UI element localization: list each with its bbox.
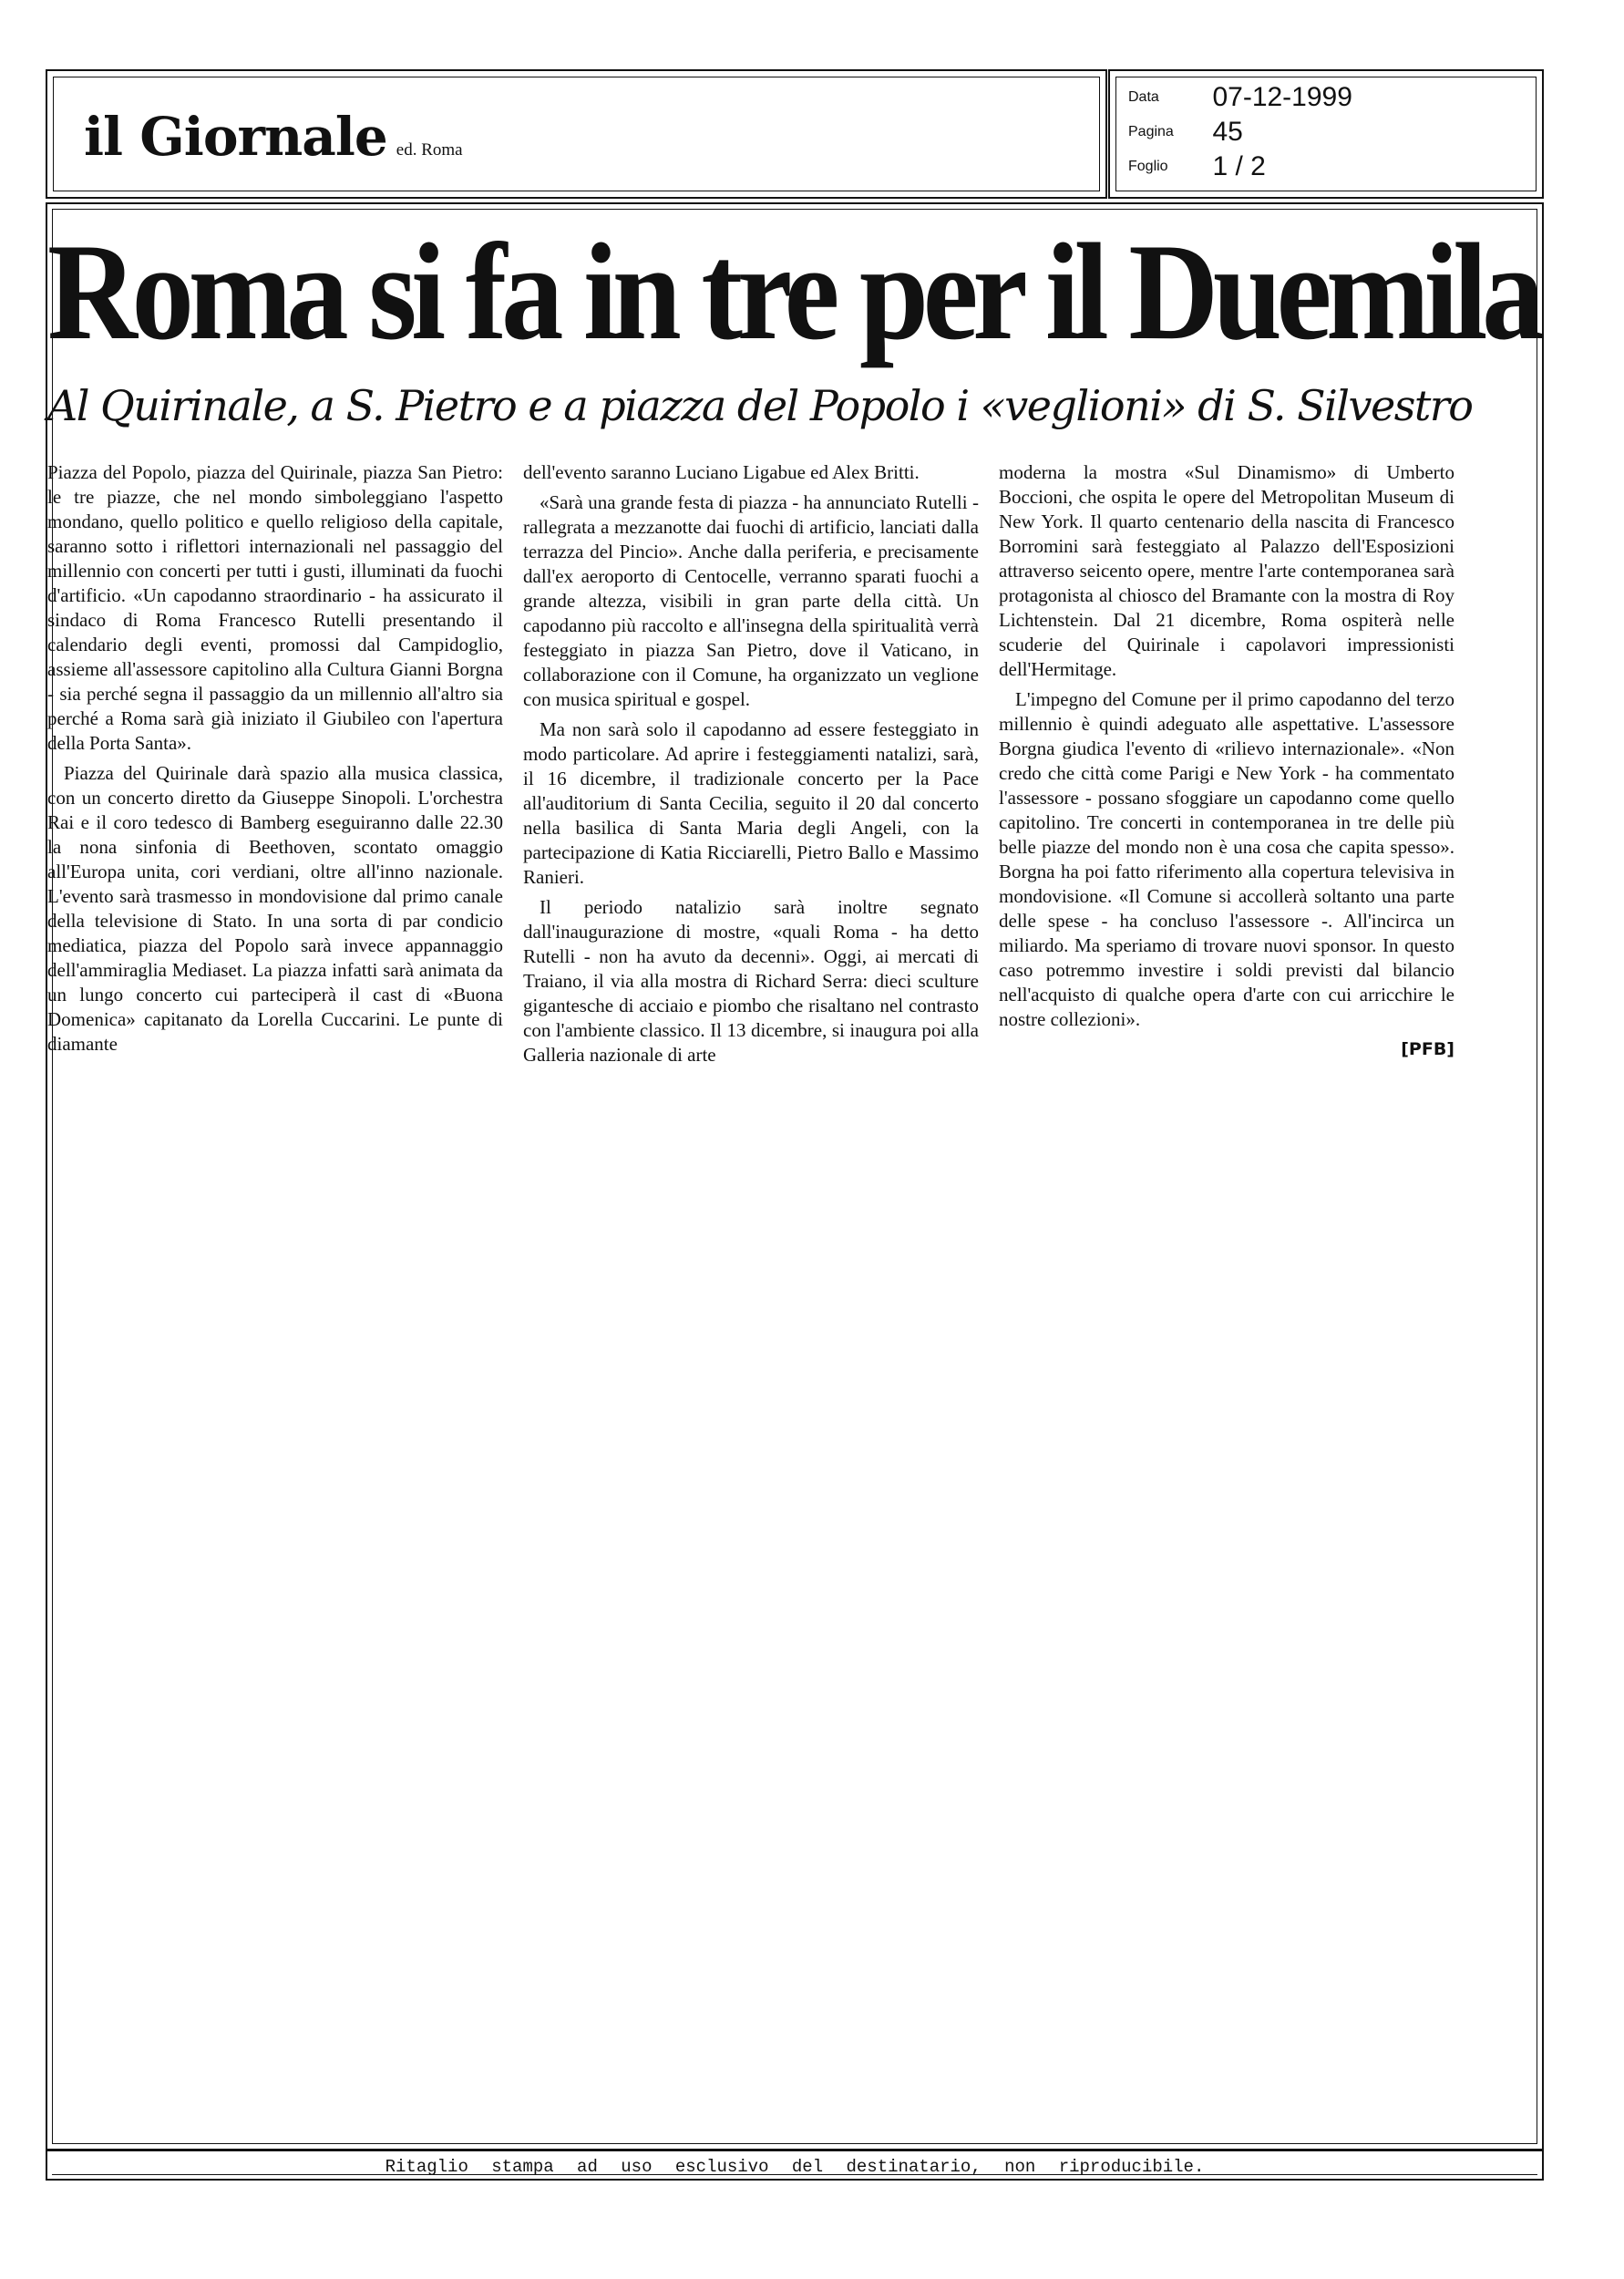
metadata-box	[1108, 69, 1544, 199]
paragraph: moderna la mostra «Sul Dinamismo» di Umberto Boccioni, che ospita le opere del Metropolitan Museum di New York. Il quarto centenario della nascita di Francesco Borromini sarà festeggiato al Palazzo dell'Esposizioni attraverso seicento opere, mentre l'arte contemporanea sarà protagonista al chiosco del Bramante con la mostra di Roy Lichtenstein. Dal 21 dicembre, Roma ospiterà nelle scuderie del Quirinale i capolavori impressionisti dell'Hermitage.	[999, 461, 1454, 680]
paragraph: «Sarà una grande festa di piazza - ha annunciato Rutelli - rallegrata a mezzanotte dai fuochi di artificio, lanciati dalla terrazza del Pincio». Anche dalla periferia, e precisamente dall'ex aeroporto di Centocelle, verranno sparati fuochi a grande altezza, visibili in gran parte della città. Un capodanno più raccolto e all'insegna della spiritualità verrà festeggiato in piazza San Pietro, dove il Vaticano, in collaborazione con il Comune, ha organizzato un veglione con musica spiritual e gospel.	[523, 491, 979, 710]
paragraph: dell'evento saranno Luciano Ligabue ed Alex Britti.	[523, 461, 920, 483]
paragraph: L'impegno del Comune per il primo capodanno del terzo millennio è quindi adeguato alle aspettative. L'assessore Borgna giudica l'evento di «rilievo internazionale». «Non credo che città come Parigi e New York - ha commentato l'assessore - possano sfoggiare un capodanno come quello capitolino. Tre concerti in contemporanea in tre delle più belle piazze del mondo non è una cosa che capita spesso». Borgna ha poi fatto riferimento alla copertura televisiva in mondovisione. «Il Comune si accollerà soltanto una parte delle spese - ha concluso l'assessore -. All'incirca un miliardo. Ma speriamo di trovare nuovi sponsor. In questo caso potremmo investire i soldi previsti dal bilancio nell'acquisto di qualche opera d'arte con cui arricchire le nostre collezioni».	[999, 688, 1454, 1030]
meta-value: 45	[1212, 117, 1243, 147]
article-column-2	[523, 460, 979, 1073]
meta-row-sheet	[1128, 151, 1266, 182]
meta-label: Foglio	[1128, 159, 1168, 174]
meta-row-page	[1128, 117, 1243, 148]
meta-row-date	[1128, 82, 1352, 113]
author-signature: [PFB]	[1401, 1039, 1454, 1059]
paragraph: Ma non sarà solo il capodanno ad essere festeggiato in modo particolare. Ad aprire i festeggiamenti natalizi, sarà, il 16 dicembre, il tradizionale concerto per la Pace all'auditorium di Santa Cecilia, seguito il 20 dal concerto nella basilica di Santa Maria degli Angeli, con la partecipazione di Katia Ricciarelli, Pietro Ballo e Massimo Ranieri.	[523, 718, 979, 888]
article-column-1	[47, 460, 503, 1062]
meta-label: Data	[1128, 89, 1159, 105]
edition-label: ed. Roma	[396, 140, 463, 160]
footer-bar	[46, 2150, 1544, 2181]
subheadline: Al Quirinale, a S. Pietro e a piazza del Popolo i «veglioni» di S. Silvestro	[47, 381, 1473, 430]
masthead	[84, 106, 463, 168]
newspaper-name: il Giornale	[84, 106, 387, 168]
paragraph: Il periodo natalizio sarà inoltre segnato dall'inaugurazione di mostre, «quali Roma - ha detto Rutelli - non ha avuto da decenni». Oggi, ai mercati di Traiano, il via alla mostra di Richard Serra: dieci sculture gigantesche di acciaio e piombo che risaltano nel contrasto con l'ambiente classico. Il 13 dicembre, si inaugura poi alla Galleria nazionale di arte	[523, 896, 979, 1066]
reproduction-disclaimer: Ritaglio stampa ad uso esclusivo del destinatario, non riproducibile.	[385, 2157, 1205, 2177]
paragraph: Piazza del Quirinale darà spazio alla musica classica, con un concerto diretto da Giuseppe Sinopoli. L'orchestra Rai e il coro tedesco di Bamberg eseguiranno dalle 22.30 la nona sinfonia di Beethoven, scontato omaggio all'Europa unita, cori verdiani, oltre all'inno nazionale. L'evento sarà trasmesso in mondovisione dal primo canale della televisione di Stato. In una sorta di par condicio mediatica, piazza del Popolo sarà invece appannaggio dell'ammiraglia Mediaset. La piazza infatti sarà animata da un lungo concerto cui parteciperà il cast di «Buona Domenica» capitanato da Lorella Cuccarini. Le punte di diamante	[47, 762, 503, 1055]
meta-label: Pagina	[1128, 124, 1174, 139]
masthead-box	[46, 69, 1107, 199]
article-column-3	[999, 460, 1454, 1062]
paragraph: Piazza del Popolo, piazza del Quirinale, piazza San Pietro: le tre piazze, che nel mondo simboleggiano l'aspetto mondano, quello politico e quello religioso della capitale, saranno sotto i riflettori internazionali nel passaggio del millennio con concerti per tutti i gusti, illuminati da fuochi d'artificio. «Un capodanno straordinario - ha assicurato il sindaco di Roma Francesco Rutelli presentando il calendario degli eventi, promossi dal Campidoglio, assieme all'assessore capitolino alla Cultura Gianni Borgna - sia perché segna il passaggio da un millennio all'altro sia perché a Roma sarà già iniziato il Giubileo con l'apertura della Porta Santa».	[47, 461, 503, 754]
meta-value: 1 / 2	[1212, 151, 1266, 181]
headline: Roma si fa in tre per il Duemila	[47, 215, 1539, 368]
meta-value: 07-12-1999	[1212, 82, 1352, 112]
